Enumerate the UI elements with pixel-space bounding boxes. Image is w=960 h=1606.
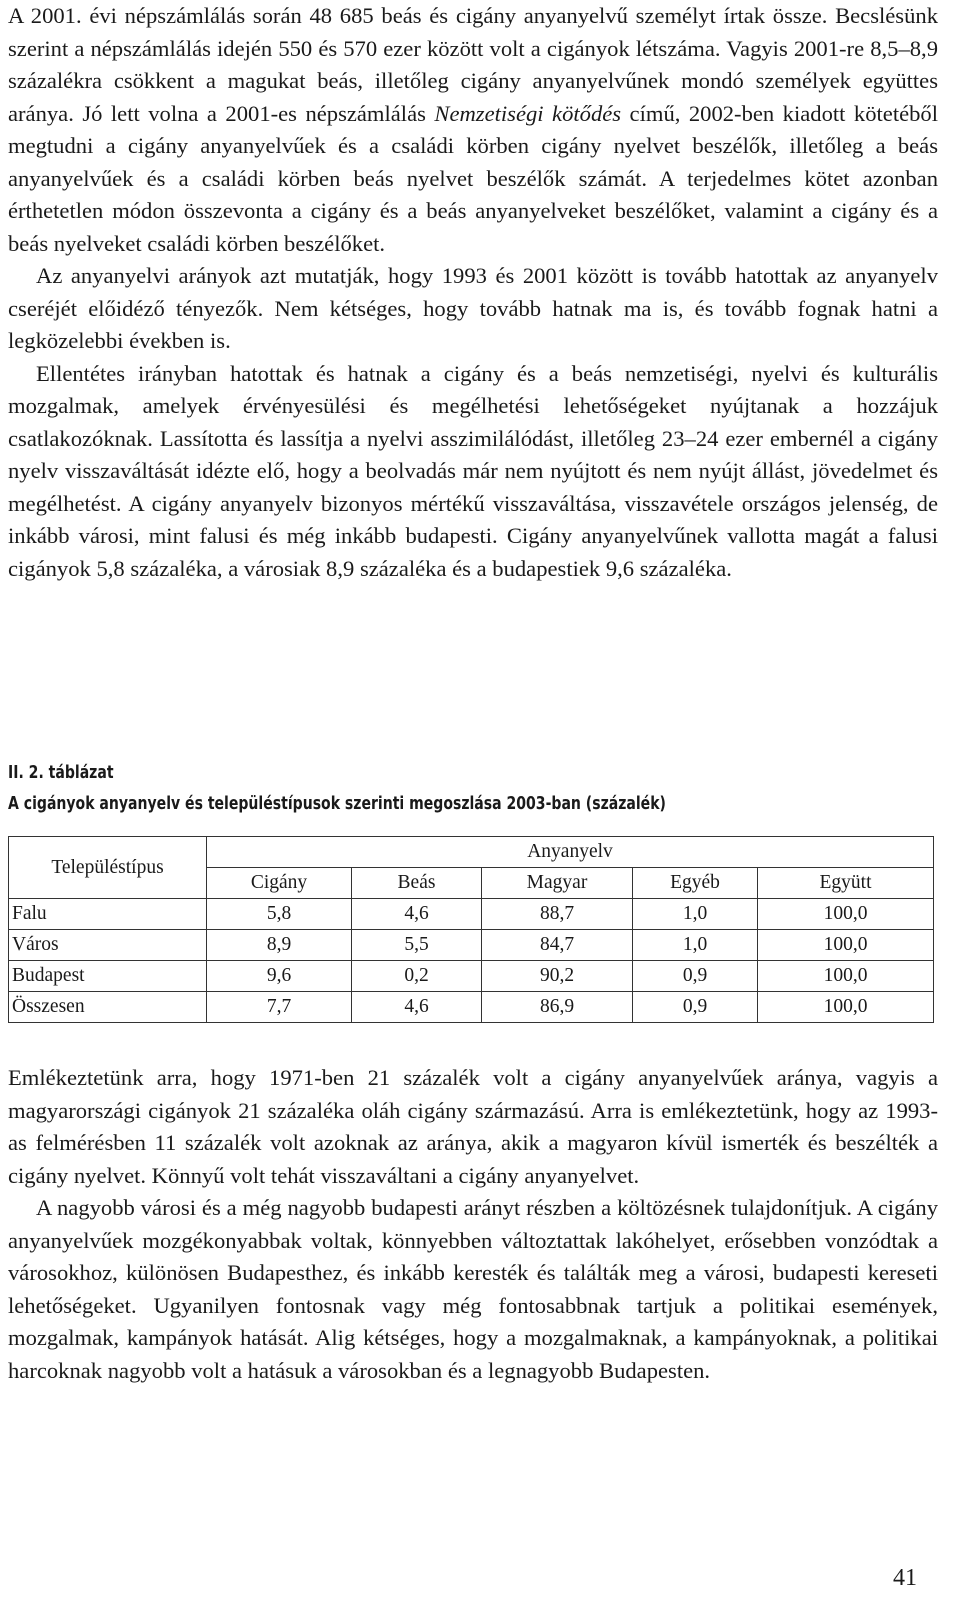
table-cell: 90,2 — [482, 961, 633, 992]
table-cell: 4,6 — [352, 992, 482, 1023]
row-label: Város — [9, 930, 207, 961]
book-title-italic: Nemzetiségi kötődés — [434, 100, 622, 126]
paragraph-3: Ellentétes irányban hatottak és hatnak a cigány és a beás nemzetiségi, nyelvi és kulturális mozgalmak, amelyek érvényesülési és megélhetési lehetőségeket nyújtanak a hozzájuk csatlakozóknak. Lassította és lassítja a nyelvi asszimilálódást, illetőleg 23–24 ezer embernél a cigány nyelv visszaváltását idézte elő, hogy a beolvadás már nem nyújtott és nem nyújt állást, jövedelmet és megélhetést. A cigány anyanyelv bizonyos mértékű visszaváltása, visszavétele országos jelenség, de inkább városi, mint falusi és még inkább budapesti. Cigány anyanyelvűnek vallotta magát a falusi cigányok 5,8 százaléka, a városiak 8,9 százaléka és a budapestiek 9,6 százaléka. — [8, 360, 938, 581]
group-header-cell: Anyanyelv — [207, 837, 934, 868]
table-cell: 100,0 — [758, 961, 934, 992]
row-header-cell: Településtípus — [9, 837, 207, 899]
table-cell: 0,9 — [633, 961, 758, 992]
table-container — [8, 836, 934, 1023]
column-header: Egyéb — [633, 868, 758, 899]
table-cell: 86,9 — [482, 992, 633, 1023]
table-cell: 84,7 — [482, 930, 633, 961]
table-cell: 4,6 — [352, 899, 482, 930]
table-cell: 7,7 — [207, 992, 352, 1023]
table-header-row-1 — [9, 837, 934, 868]
paragraph-4: Emlékeztetünk arra, hogy 1971-ben 21 százalék volt a cigány anyanyelvűek aránya, vagyis a magyarországi cigányok 21 százaléka oláh cigány származású. Arra is emlékeztetünk, hogy az 1993-as felmérésben 11 százalék volt azoknak az aránya, akik a magyaron kívül ismerték és beszélték a cigány nyelvet. Könnyű volt tehát visszaváltani a cigány anyanyelvet. — [8, 1065, 938, 1188]
table-cell: 88,7 — [482, 899, 633, 930]
table-row — [9, 961, 934, 992]
text-block-bottom — [8, 1062, 938, 1387]
table-row — [9, 930, 934, 961]
table-cell: 8,9 — [207, 930, 352, 961]
table-cell: 100,0 — [758, 899, 934, 930]
table-cell: 9,6 — [207, 961, 352, 992]
row-label: Budapest — [9, 961, 207, 992]
table-cell: 0,9 — [633, 992, 758, 1023]
table-cell: 5,8 — [207, 899, 352, 930]
paragraph-1-text-a: A 2001. évi népszámlálás során 48 685 beás és cigány anyanyelvű személyt írtak össze. Becslésünk szerint a népszámlálás idején 550 és 570 ezer között volt a cigányok létszáma. Vagyis 2001-re 8,5–8,9 százalékra csökkent a magukat beás, illetőleg cigány anyanyelvűnek mondó személyek együttes aránya. Jó lett volna a 2001-es népszámlálás — [8, 3, 938, 126]
row-label: Falu — [9, 899, 207, 930]
paragraph-2: Az anyanyelvi arányok azt mutatják, hogy 1993 és 2001 között is tovább hatottak az anyanyelv cseréjét előidéző tényezők. Nem kétséges, hogy tovább hatnak ma is, és tovább fognak hatni a legközelebbi években is. — [8, 263, 938, 353]
table-cell: 100,0 — [758, 992, 934, 1023]
row-label: Összesen — [9, 992, 207, 1023]
paragraph-5: A nagyobb városi és a még nagyobb budapesti arányt részben a költözésnek tulajdonítjuk. A cigány anyanyelvűek mozgékonyabbak voltak, könnyebben változtattak lakóhelyet, erősebben vonzódtak a városokhoz, különösen Budapesthez, és inkább keresték és találták meg a városi, budapesti kereseti lehetőségeket. Ugyanilyen fontosnak vagy még fontosabbnak tartjuk a politikai események, mozgalmak, kampányok hatását. Alig kétséges, hogy a mozgalmaknak, a kampányoknak, a politikai harcoknak nagyobb volt a hatásuk a városokban és a legnagyobb Budapesten. — [8, 1195, 938, 1383]
paragraph-1 — [8, 0, 938, 260]
table-cell: 1,0 — [633, 930, 758, 961]
table-cell: 5,5 — [352, 930, 482, 961]
table-row — [9, 899, 934, 930]
table-cell: 1,0 — [633, 899, 758, 930]
paragraph-1-text-b: című, 2002-ben kiadott kötetéből megtudni a cigány anyanyelvűek és a családi körben cigány nyelvet beszélők, illetőleg a beás anyanyelvűek és a családi körben beás nyelvet beszélők számát. A terjedelmes kötet azonban érthetetlen módon összevonta a cigány és a beás anyanyelveket beszélőket, valamint a cigány és a beás nyelveket családi körben beszélőket. — [8, 100, 938, 256]
data-table — [8, 836, 934, 1023]
table-row — [9, 992, 934, 1023]
column-header: Magyar — [482, 868, 633, 899]
page-number: 41 — [893, 1565, 917, 1591]
column-header: Beás — [352, 868, 482, 899]
table-title: A cigányok anyanyelv és településtípusok szerinti megoszlása 2003-ban (százalék) — [8, 793, 666, 814]
column-header: Együtt — [758, 868, 934, 899]
table-number: II. 2. táblázat — [8, 762, 114, 783]
table-cell: 0,2 — [352, 961, 482, 992]
text-block-top — [8, 0, 938, 585]
table-cell: 100,0 — [758, 930, 934, 961]
column-header: Cigány — [207, 868, 352, 899]
